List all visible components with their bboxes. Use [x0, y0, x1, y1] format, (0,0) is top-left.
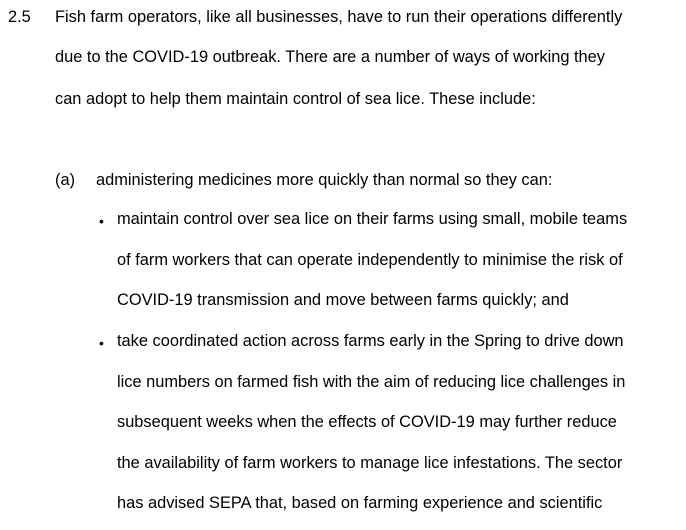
bullet-line: has advised SEPA that, based on farming experience and scientific — [117, 494, 603, 512]
bullet-marker: • — [99, 335, 104, 351]
subparagraph-label: (a) — [55, 171, 76, 189]
bullet-line: subsequent weeks when the effects of COVID-19 may further reduce — [117, 413, 617, 431]
bullet-line: the availability of farm workers to manage lice infestations. The sector — [117, 454, 623, 472]
paragraph-line: Fish farm operators, like all businesses, have to run their operations differently — [55, 8, 623, 26]
paragraph-line: can adopt to help them maintain control of sea lice. These include: — [55, 90, 536, 108]
bullet-line: maintain control over sea lice on their farms using small, mobile teams — [117, 210, 628, 228]
paragraph-number: 2.5 — [8, 8, 31, 26]
bullet-line: take coordinated action across farms early in the Spring to drive down — [117, 332, 624, 350]
paragraph-line: due to the COVID-19 outbreak. There are a number of ways of working they — [55, 48, 605, 66]
bullet-line: COVID-19 transmission and move between farms quickly; and — [117, 291, 569, 309]
subparagraph-text: administering medicines more quickly than normal so they can: — [96, 171, 553, 189]
bullet-line: of farm workers that can operate independently to minimise the risk of — [117, 251, 623, 269]
bullet-line: lice numbers on farmed fish with the aim of reducing lice challenges in — [117, 373, 626, 391]
bullet-marker: • — [99, 213, 104, 229]
